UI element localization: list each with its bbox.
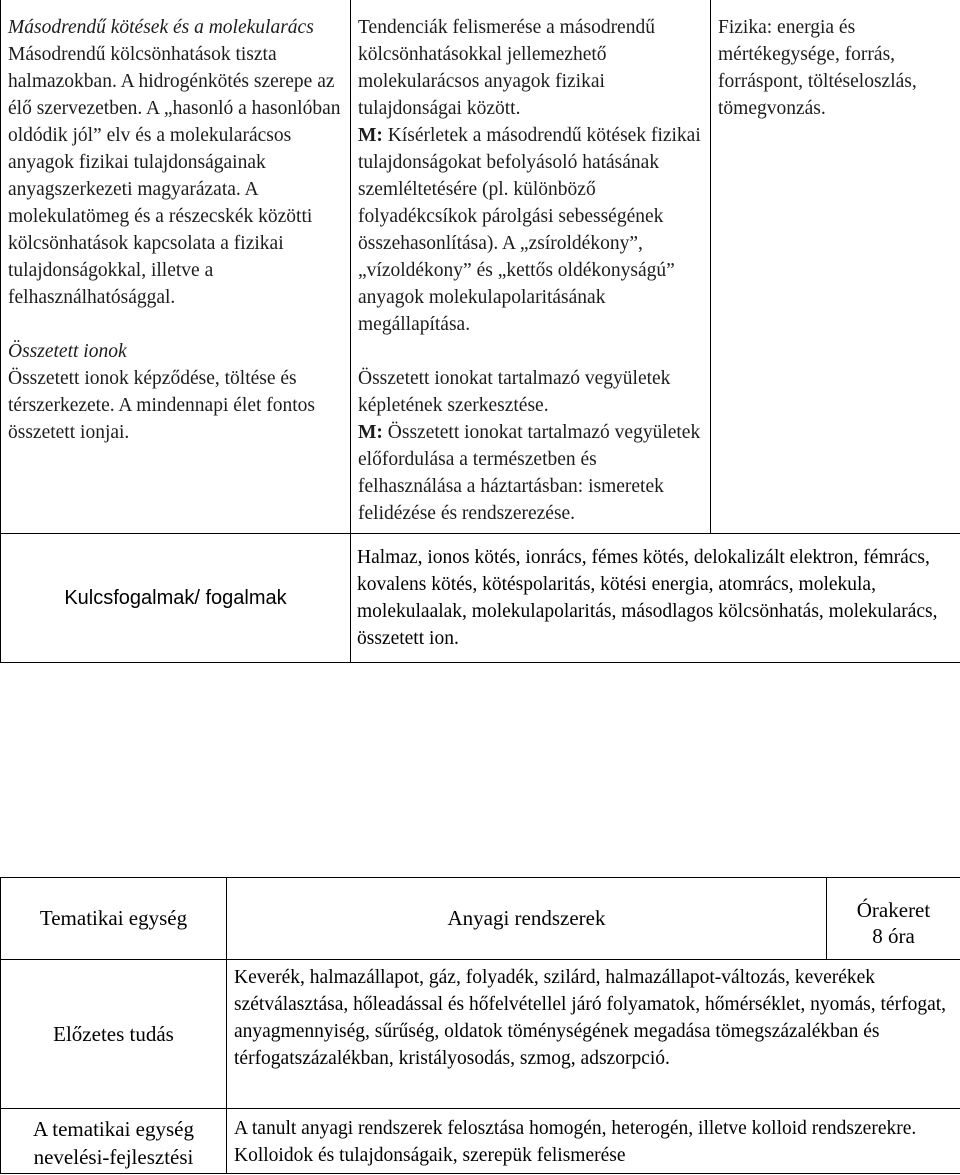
section-title-masodrendu: Másodrendű kötések és a molekularács <box>8 17 314 38</box>
activities-cell <box>351 0 711 534</box>
orakeret-cell <box>827 878 960 960</box>
connections-cell <box>711 0 960 534</box>
elozetes-label: Előzetes tudás <box>1 960 227 1109</box>
orakeret-label: Órakeret <box>856 897 931 922</box>
m-label: M: <box>358 125 383 146</box>
connections-text: Fizika: energia és mértékegysége, forrás, forráspont, töltéseloszlás, tömegvonzás. <box>718 17 917 119</box>
nevelesi-text: A tanult anyagi rendszerek felosztása homogén, heterogén, illetve kolloid rendszerekre. Kolloidok és tulajdonságaik, szerepük felismerése <box>227 1109 960 1174</box>
activity-text: Tendenciák felismerése a másodrendű kölcsönhatásokkal jellemezhető molekularácsos anyagok fizikai tulajdonságai között. <box>358 17 655 119</box>
curriculum-table-bottom <box>0 877 960 1174</box>
section-body-masodrendu: Másodrendű kölcsönhatások tiszta halmazokban. A hidrogénkötés szerepe az élő szervezetben. A „hasonló a hasonlóban oldódik jól” elv és a molekularácsos anyagok fizikai tulajdonságainak anyagszerkezeti magyarázata. A molekulatömeg és a részecskék közötti kölcsönhatások kapcsolata a fizikai tulajdonságokkal, illetve a felhasználhatósággal. <box>8 44 341 308</box>
orakeret-value: 8 óra <box>872 923 915 948</box>
activity-block-1 <box>358 14 704 338</box>
kulcsfogalmak-text: Halmaz, ionos kötés, ionrács, fémes kötés, delokalizált elektron, fémrács, kovalens kötés, kötéspolaritás, kötési energia, atomrács, molekula, molekulaalak, molekulapolaritás, másodlagos kölcsönhatás, molekularács, összetett ion. <box>351 534 960 663</box>
elozetes-text: Keverék, halmazállapot, gáz, folyadék, szilárd, halmazállapot-változás, keverékek szétválasztása, hőleadással és hőfelvétellel járó folyamatok, hőmérséklet, nyomás, térfogat, anyagmennyiség, sűrűség, oldatok töménységének megadása tömegszázalékban és térfogatszázalékban, kristályosodás, szmog, adszorpció. <box>227 960 960 1109</box>
section-body-osszetett-ionok: Összetett ionok képződése, töltése és térszerkezete. A mindennapi élet fontos összetett ionjai. <box>8 368 316 443</box>
section-title-osszetett-ionok: Összetett ionok <box>8 341 127 362</box>
tematikai-label: Tematikai egység <box>1 878 227 960</box>
activity-text: Kísérletek a másodrendű kötések fizikai tulajdonságokat befolyásoló hatásának szemléltetésére (pl. különböző folyadékcsíkok párolgási sebességének összehasonlítása). A „zsíroldékony”, „vízoldékony” és „kettős oldékonyságú” anyagok molekulapolaritásának megállapítása. <box>358 125 701 335</box>
kulcsfogalmak-label: Kulcsfogalmak/ fogalmak <box>1 534 351 663</box>
activity-text: Összetett ionokat tartalmazó vegyületek előfordulása a természetben és felhasználása a háztartásban: ismeretek felidézése és rendszerezése. <box>358 422 701 524</box>
m-label: M: <box>358 422 383 443</box>
tematikai-title: Anyagi rendszerek <box>227 878 827 960</box>
content-cell <box>1 0 351 534</box>
nevelesi-label: A tematikai egység nevelési-fejlesztési <box>1 1109 227 1174</box>
activity-text: Összetett ionokat tartalmazó vegyületek képletének szerkesztése. <box>358 368 671 416</box>
activity-block-2 <box>358 365 704 527</box>
